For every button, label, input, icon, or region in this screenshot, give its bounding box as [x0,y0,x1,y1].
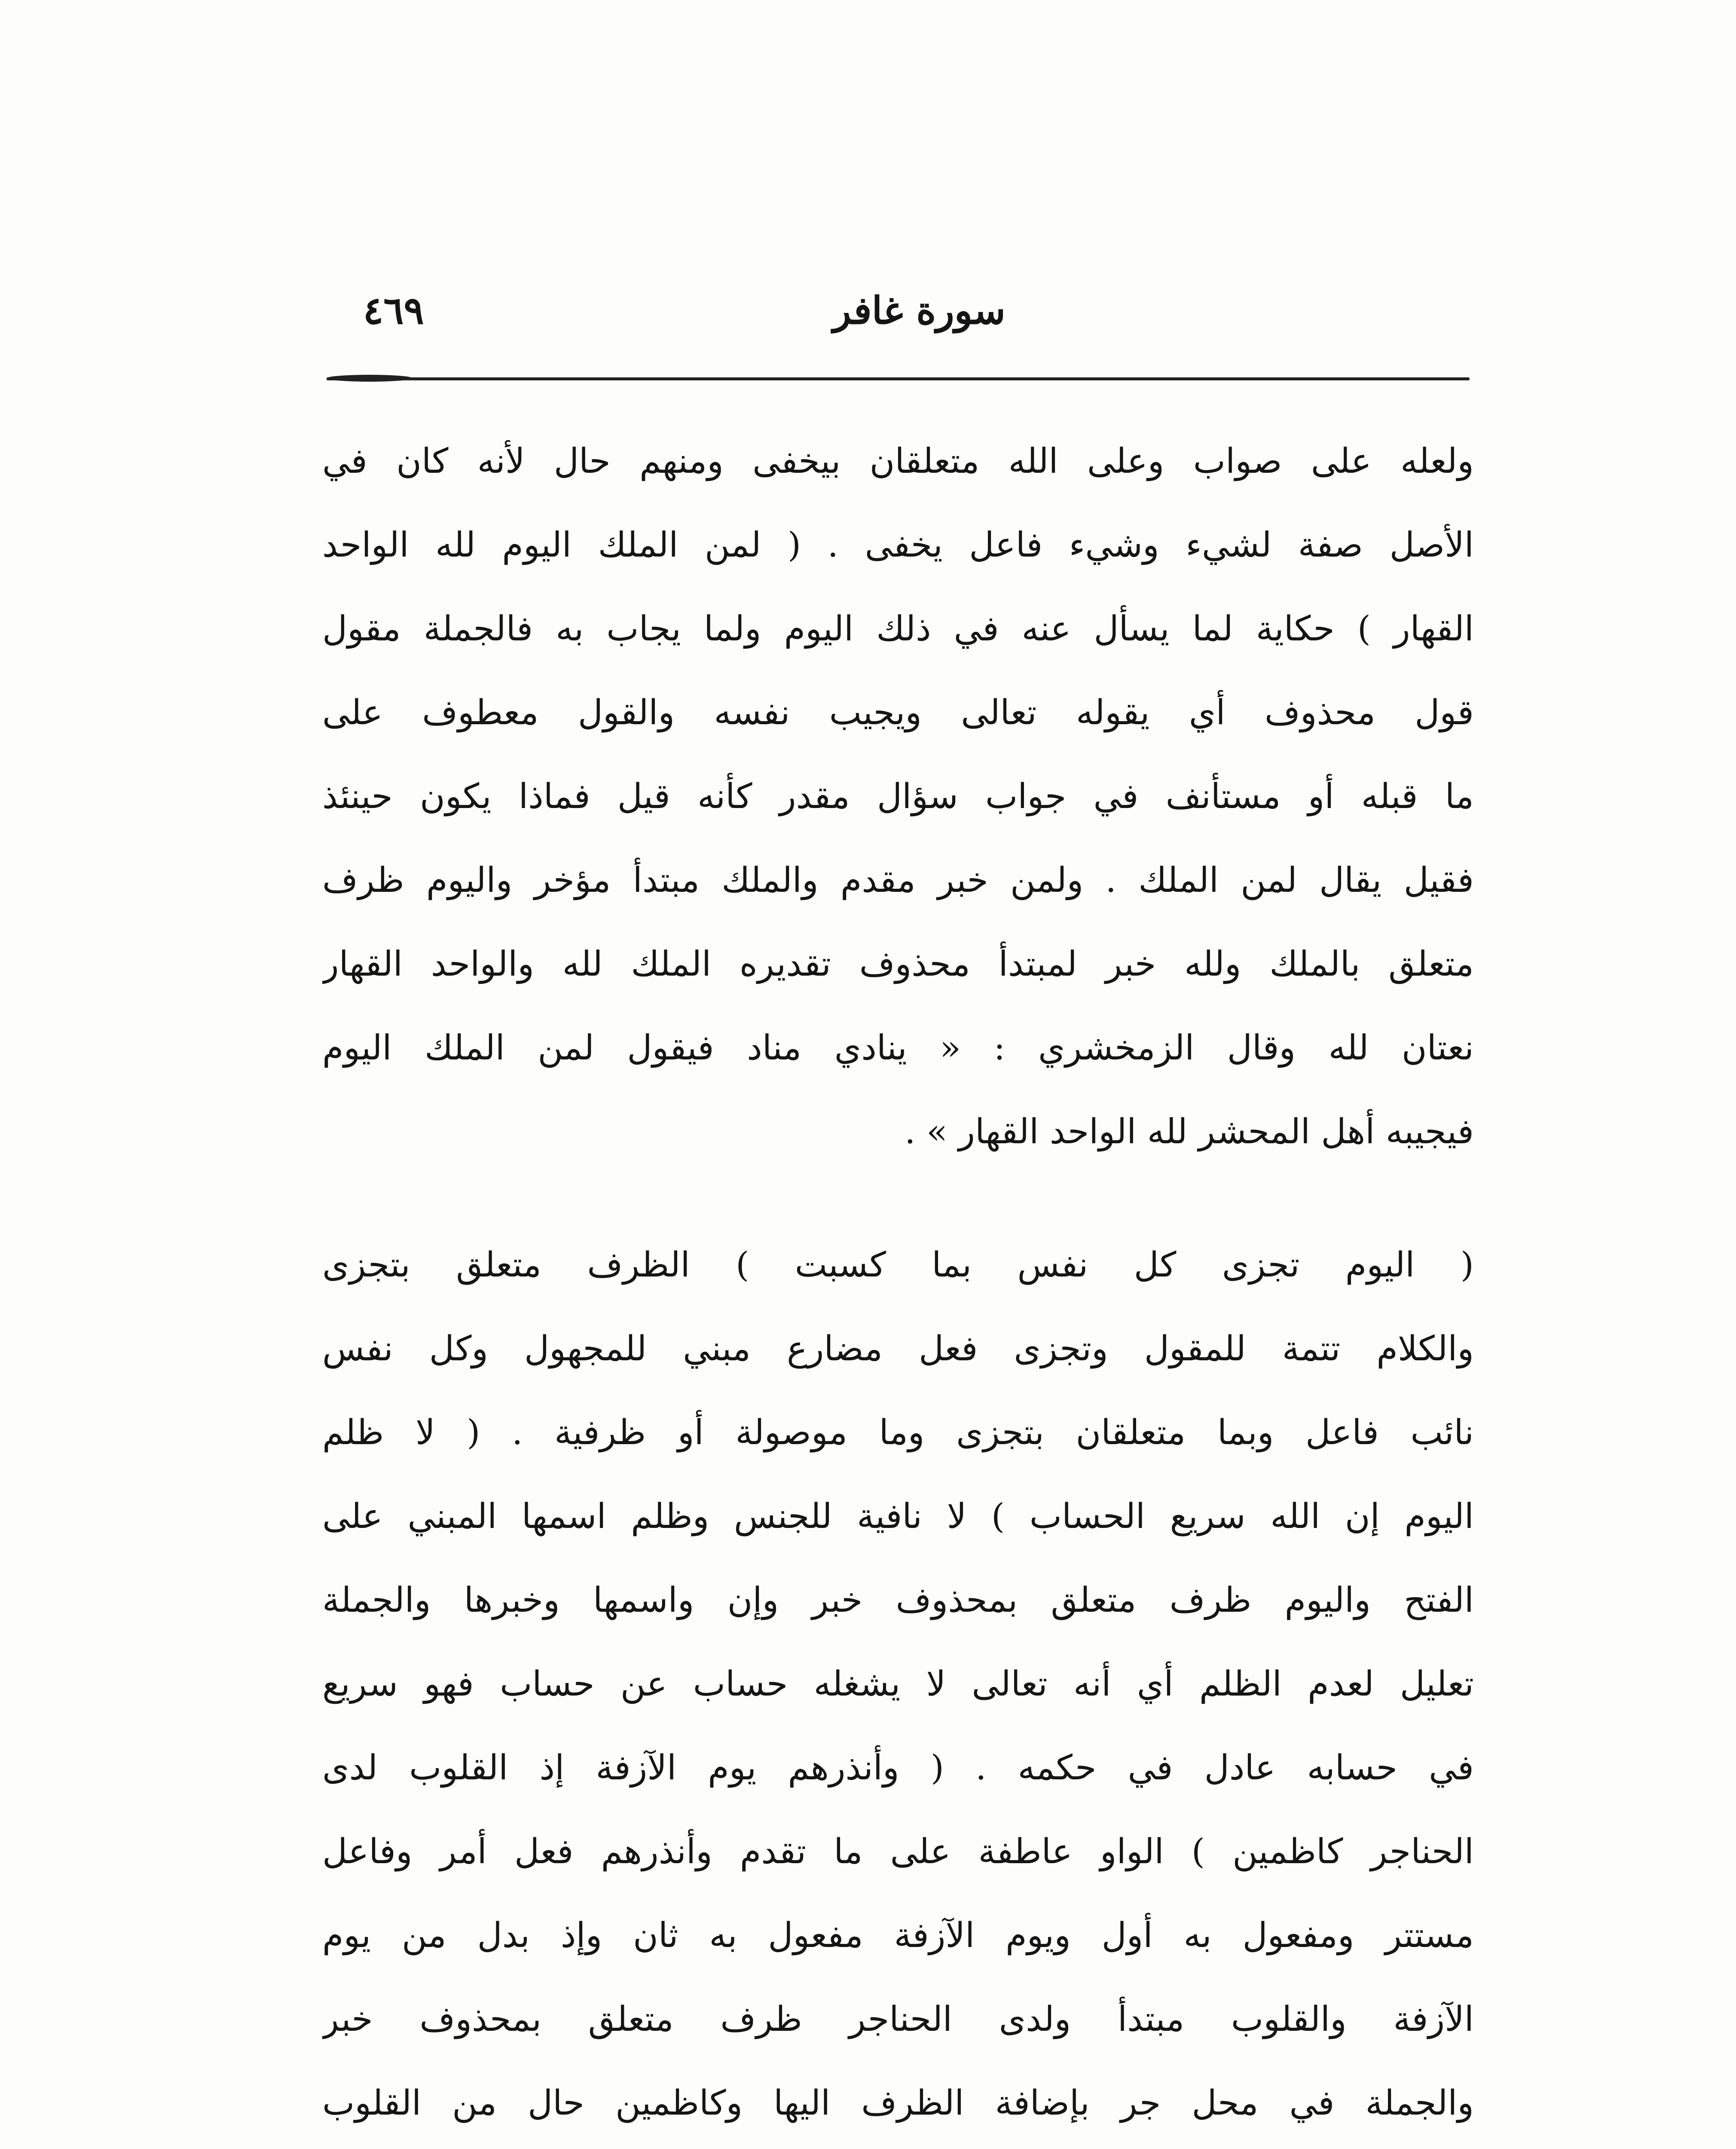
text-line: متعلق بالملك ولله خبر لمبتدأ محذوف تقديره الملك لله والواحد القهار [322,944,1474,984]
text-line: الأصل صفة لشيء وشيء فاعل يخفى . ( لمن الملك اليوم لله الواحد [322,525,1474,565]
text-line: ( اليوم تجزى كل نفس بما كسبت ) الظرف متعلق بتجزى [322,1245,1474,1285]
text-line: نائب فاعل وبما متعلقان بتجزى وما موصولة أو ظرفية . ( لا ظلم [322,1412,1474,1452]
text-line: فيجيبه أهل المحشر لله الواحد القهار » . [905,1111,1474,1151]
text-line: قول محذوف أي يقوله تعالى ويجيب نفسه والقول معطوف على [322,692,1474,732]
paragraph [322,1223,1474,2149]
text-line: والكلام تتمة للمقول وتجزى فعل مضارع مبني للمجهول وكل نفس [322,1329,1474,1368]
text-line: نعتان لله وقال الزمخشري : « ينادي مناد فيقول لمن الملك اليوم [322,1028,1474,1068]
text-line: ولعله على صواب وعلى الله متعلقان بيخفى ومنهم حال لأنه كان في [322,441,1474,481]
surah-title: سورة غافر [833,288,1006,333]
text-line: في حسابه عادل في حكمه . ( وأنذرهم يوم الآزفة إذ القلوب لدى [322,1748,1474,1788]
text-line: الفتح واليوم ظرف متعلق بمحذوف خبر وإن واسمها وخبرها والجملة [322,1580,1474,1620]
body-text [322,419,1474,2149]
text-line: اليوم إن الله سريع الحساب ) لا نافية للجنس وظلم اسمها المبني على [322,1496,1474,1536]
text-line: الآزفة والقلوب مبتدأ ولدى الحناجر ظرف متعلق بمحذوف خبر [322,1999,1474,2039]
text-line [322,2145,1474,2149]
text-line: تعليل لعدم الظلم أي أنه تعالى لا يشغله حساب عن حساب فهو سريع [322,1664,1474,1704]
text-line: مستتر ومفعول به أول ويوم الآزفة مفعول به ثان وإذ بدل من يوم [322,1915,1474,1955]
text-line: والجملة في محل جر بإضافة الظرف اليها وكاظمين حال من القلوب [322,2083,1474,2123]
page-number: ٤٦٩ [363,288,424,333]
page-header [322,284,1474,352]
text-line: فقيل يقال لمن الملك . ولمن خبر مقدم والملك مبتدأ مؤخر واليوم ظرف [322,860,1474,900]
header-rule [327,377,1470,380]
text-line: القهار ) حكاية لما يسأل عنه في ذلك اليوم ولما يجاب به فالجملة مقول [322,609,1474,649]
text-line: الحناجر كاظمين ) الواو عاطفة على ما تقدم وأنذرهم فعل أمر وفاعل [322,1831,1474,1871]
paragraph-gap [322,1173,1474,1223]
paragraph [322,419,1474,1173]
text-line: ما قبله أو مستأنف في جواب سؤال مقدر كأنه قيل فماذا يكون حينئذ [322,776,1474,816]
